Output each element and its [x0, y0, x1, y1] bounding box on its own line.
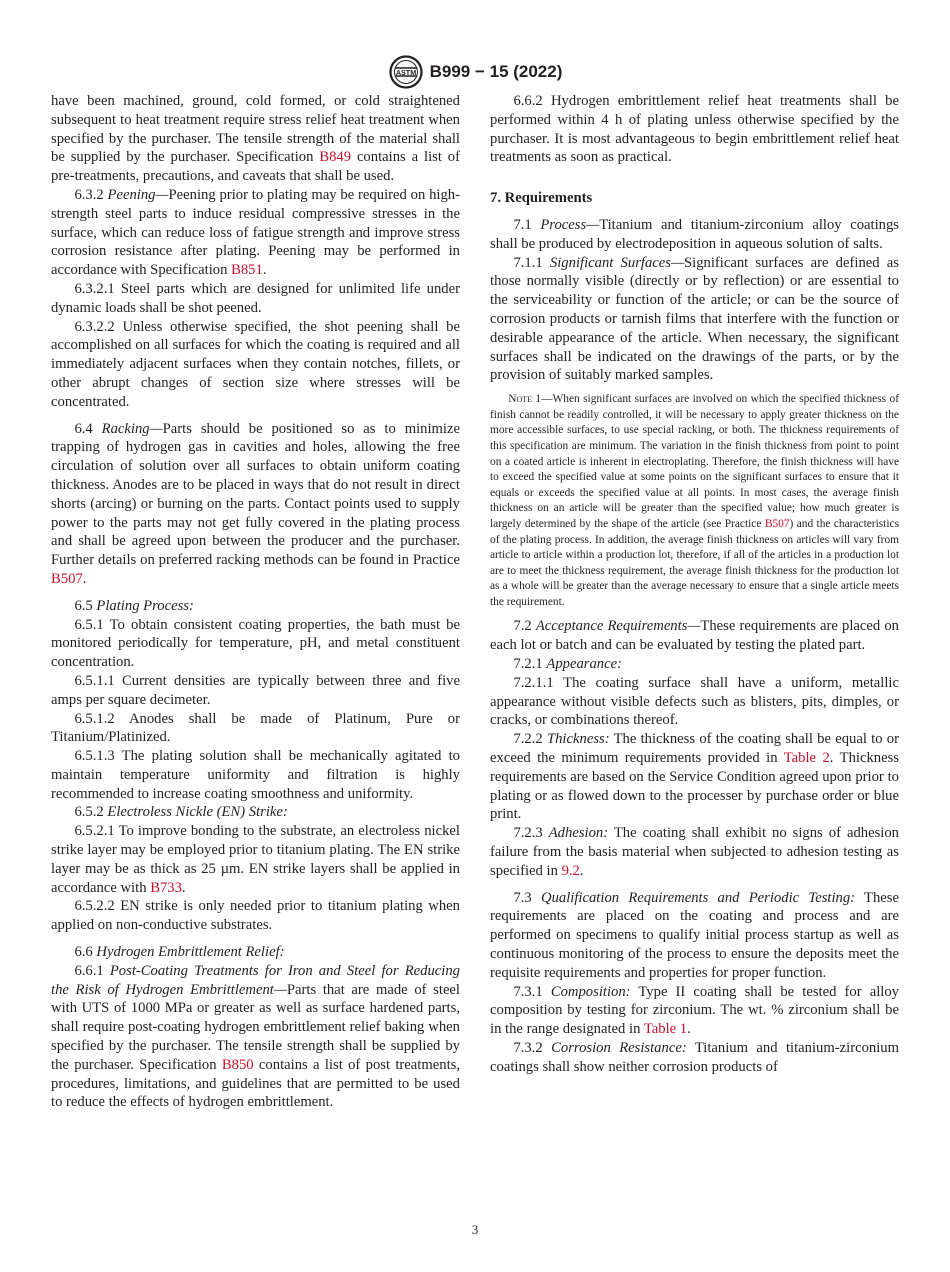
paragraph: 7.3.1 Composition: Type II coating shall be tested for alloy composition by testing for zirconium. The wt. % zirconium shall be in the range designated in Table 1. [490, 983, 899, 1038]
ref-link[interactable]: B733 [150, 879, 182, 896]
paragraph: 6.5.1.2 Anodes shall be made of Platinum, Pure or Titanium/Platinized. [51, 710, 460, 746]
paragraph: 6.3.2.1 Steel parts which are designed for unlimited life under dynamic loads shall be shot peened. [51, 280, 460, 316]
paragraph: 6.6.2 Hydrogen embrittlement relief heat treatments shall be performed within 4 h of plating unless otherwise specified by the purchaser. It is most advantageous to begin embrittlement relief heat treatments as soon as practical. [490, 93, 899, 166]
astm-logo-icon [388, 54, 424, 90]
paragraph: 7.2.1 Appearance: [513, 656, 623, 673]
ref-link[interactable]: B849 [319, 149, 352, 166]
paragraph: 7.2 Acceptance Requirements—These requirements are placed on each lot or batch and can be evaluated by testing the plated part. [490, 618, 899, 654]
paragraph: 6.5.2 Electroless Nickle (EN) Strike: [74, 804, 288, 821]
paragraph: 7.3 Qualification Requirements and Periodic Testing: These requirements are placed on the coating and process and are performed on specimens to qualify initial process startup as well as continuous monitoring of the process to ensure the deposits meet the requisite requirements and properties for proper function. [490, 889, 900, 981]
ref-link[interactable]: 9.2 [561, 862, 580, 879]
paragraph: 6.3.2.2 Unless otherwise specified, the shot peening shall be accomplished on all surfaces for which the coating is required and all immediately adjacent surfaces when they contain notches, fillets, or other abrupt changes of section size where stresses will be concentrated. [51, 318, 460, 410]
note: Note 1—When significant surfaces are involved on which the specified thickness of finish cannot be readily controlled, it will be necessary to apply greater thickness on the more accessible surfaces, to use special racking, or both. The thickness requirements of this specification are minimum. The variation in the finish thickness from point to point on a coated article is inherent in electroplating. Therefore, the finish thickness will have to exceed the specified value at some points on the significant surfaces to ensure that it equals or exceeds the specified value at all points. In most cases, the average finish thickness on an article will be greater than the specified value; how much greater is largely determined by the shape of the article (see Practice B507) and the characteristics of the plating process. In addition, the average finish thickness on articles will vary from article to article within a production lot, therefore, if all of the articles in a production lot are to meet the thickness requirement, the average finish thickness for the production lot as a whole will be greater than the average necessary to ensure that a single article meets the requirement. [490, 393, 900, 608]
svg-text:ASTM: ASTM [395, 68, 416, 77]
ref-link[interactable]: B851 [231, 262, 263, 279]
paragraph: 6.5.1.3 The plating solution shall be mechanically agitated to maintain temperature uniformity and filtration is highly recommended to increase coating smoothness and uniformity. [51, 748, 460, 802]
ref-link[interactable]: Table 1 [643, 1021, 688, 1038]
paragraph: 6.5.2.2 EN strike is only needed prior to titanium plating when applied on non-conductive substrates. [51, 898, 460, 934]
ref-link[interactable]: B507 [51, 570, 83, 587]
page-header [0, 54, 950, 90]
paragraph: 6.4 Racking—Parts should be positioned so as to minimize trapping of hydrogen gas in cavities and holes, allowing the free circulation of solution over all surfaces to obtain uniform coating thickness. Anodes are to be placed in ways that do not result in direct shorts (arcing) or burning on the parts. Contact points used to supply power to the parts may not get fully covered in the plating process and shall be agreed upon between the producer and the purchaser. Further details on preferred racking methods can be found in Practice B507. [51, 420, 460, 587]
paragraph: 7.1 Process—Titanium and titanium-zirconium alloy coatings shall be produced by electrodeposition in aqueous solution of salts. [490, 216, 900, 252]
paragraph: 6.6.1 Post-Coating Treatments for Iron and Steel for Reducing the Risk of Hydrogen Embrittlement—Parts that are made of steel with UTS of 1000 MPa or greater as well as surface hardened parts, shall require post-coating hydrogen embrittlement relief baking when specified by the purchaser. The tensile strength shall be supplied by the purchaser. Specification B850 contains a list of post treatments, procedures, limitations, and guidelines that are permitted to be used to reduce the effects of hydrogen embrittlement. [51, 962, 461, 1111]
paragraph: 7.2.2 Thickness: The thickness of the coating shall be equal to or exceed the minimum requirements provided in Table 2. Thickness requirements are based on the Service Condition agreed upon prior to plating or as flowed down to the processer by purchase order or blue print. [490, 731, 899, 823]
paragraph: 7.3.2 Corrosion Resistance: Titanium and titanium-zirconium coatings shall show neither corrosion products of [490, 1040, 899, 1075]
ref-link[interactable]: Table 2 [783, 750, 830, 767]
paragraph: 7.2.3 Adhesion: The coating shall exhibit no signs of adhesion failure from the basis material when subjected to adhesion testing as specified in 9.2. [490, 825, 899, 879]
page-number: 3 [471, 1222, 479, 1237]
ref-link[interactable]: B507 [764, 517, 790, 530]
paragraph: 7.1.1 Significant Surfaces—Significant surfaces are defined as those normally visible (directly or by reflection) or are essential to the serviceability or function of the article; or can be the source of corrosion products or tarnish films that interfere with the function or desirable appearance of the article. When necessary, the significant surfaces shall be indicated on the drawings of the parts, or by the provision of suitably marked samples. [490, 254, 899, 384]
paragraph: 6.5 Plating Process: [74, 597, 194, 614]
paragraph: 6.5.1.1 Current densities are typically between three and five amps per square decimeter. [51, 672, 460, 708]
right-column [490, 92, 899, 1077]
paragraph: have been machined, ground, cold formed, or cold straightened subsequent to heat treatment require stress relief heat treatment when specified by the purchaser. The tensile strength of the material shall be supplied by the purchaser. Specification B849 contains a list of pre-treatments, precautions, and caveats that shall be used. [51, 93, 460, 185]
paragraph: 7.2.1.1 The coating surface shall have a uniform, metallic appearance without visible defects such as blisters, pits, dimples, or cracks, or combinations thereof. [490, 674, 899, 729]
paragraph: 6.3.2 Peening—Peening prior to plating may be required on high-strength steel parts to induce residual compressive stresses in the surface, which can reduce loss of fatigue strength and improve stress corrosion resistance after plating. Peening may be performed in accordance with Specification B851. [51, 186, 460, 279]
ref-link[interactable]: B850 [221, 1056, 254, 1073]
section-heading: 7. Requirements [490, 190, 593, 207]
paragraph: 6.5.2.1 To improve bonding to the substrate, an electroless nickel strike layer may be employed prior to titanium plating. The EN strike layer may be as thick as 25 µm. EN strike layers shall be applied in accordance with B733. [51, 823, 460, 896]
paragraph: 6.5.1 To obtain consistent coating properties, the bath must be monitored periodically for temperature, pH, and metal constituent concentration. [51, 616, 460, 671]
document-designation: B999 − 15 (2022) [429, 62, 563, 81]
paragraph: 6.6 Hydrogen Embrittlement Relief: [74, 944, 285, 961]
left-column [51, 92, 460, 1112]
